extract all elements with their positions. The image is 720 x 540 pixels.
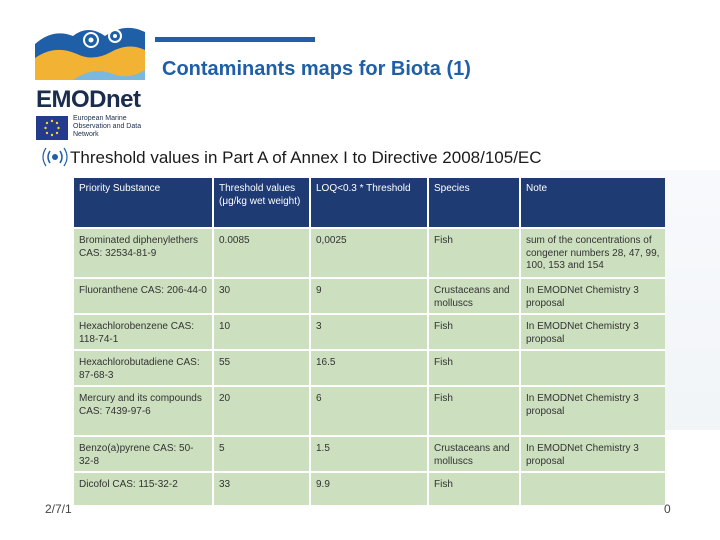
table-cell: Dicofol CAS: 115-32-2 [74, 471, 214, 505]
logo-eu-text: European Marine Observation and Data Network [73, 115, 142, 138]
footer-page-number: 0 [664, 502, 671, 516]
table-cell: 20 [214, 385, 311, 435]
table-cell: 5 [214, 435, 311, 471]
signal-bullet-icon [42, 147, 68, 167]
table-cell: 6 [311, 385, 429, 435]
table-header-row [74, 178, 665, 227]
table-cell: Hexachlorobenzene CAS: 118-74-1 [74, 313, 214, 349]
table-cell: 33 [214, 471, 311, 505]
table-cell: In EMODNet Chemistry 3 proposal [521, 435, 665, 471]
table-cell: In EMODNet Chemistry 3 proposal [521, 277, 665, 313]
table-row [74, 435, 665, 471]
table-cell: Fish [429, 385, 521, 435]
table-row [74, 349, 665, 385]
table-cell: Fish [429, 471, 521, 505]
table-cell: sum of the concentrations of congener numbers 28, 47, 99, 100, 153 and 154 [521, 227, 665, 277]
table-cell: In EMODNet Chemistry 3 proposal [521, 385, 665, 435]
table-row [74, 277, 665, 313]
table-cell [521, 471, 665, 505]
table-cell: Fish [429, 349, 521, 385]
table-cell: 30 [214, 277, 311, 313]
table-row [74, 385, 665, 435]
table-cell: Crustaceans and molluscs [429, 435, 521, 471]
eu-flag-icon [36, 116, 68, 140]
table-cell [521, 349, 665, 385]
table-cell: Hexachlorobutadiene CAS: 87-68-3 [74, 349, 214, 385]
table-row [74, 227, 665, 277]
column-header: LOQ<0.3 * Threshold [311, 178, 429, 227]
table-cell: Fish [429, 227, 521, 277]
emodnet-logo [33, 22, 148, 147]
table-cell: 0.0085 [214, 227, 311, 277]
table-cell: 10 [214, 313, 311, 349]
table-row [74, 313, 665, 349]
table-cell: Fluoranthene CAS: 206-44-0 [74, 277, 214, 313]
logo-wordmark: EMODnet [36, 86, 141, 113]
table-cell: Crustaceans and molluscs [429, 277, 521, 313]
threshold-table [74, 178, 665, 505]
table-row [74, 471, 665, 505]
table-cell: 16.5 [311, 349, 429, 385]
column-header: Priority Substance [74, 178, 214, 227]
table-cell: Mercury and its compounds CAS: 7439-97-6 [74, 385, 214, 435]
footer-date: 2/7/1 [45, 502, 72, 516]
table-cell: Brominated diphenylethers CAS: 32534-81-9 [74, 227, 214, 277]
table-cell: In EMODNet Chemistry 3 proposal [521, 313, 665, 349]
column-header: Note [521, 178, 665, 227]
table-cell: 9 [311, 277, 429, 313]
column-header: Threshold values (μg/kg wet weight) [214, 178, 311, 227]
table-cell: 3 [311, 313, 429, 349]
column-header: Species [429, 178, 521, 227]
slide-title: Contaminants maps for Biota (1) [162, 58, 471, 80]
table-cell: 9.9 [311, 471, 429, 505]
table-cell: 1.5 [311, 435, 429, 471]
slide-subtitle: Threshold values in Part A of Annex I to Directive 2008/105/EC [70, 148, 542, 167]
table-cell: Benzo(a)pyrene CAS: 50-32-8 [74, 435, 214, 471]
table-cell: 0,0025 [311, 227, 429, 277]
table-cell: Fish [429, 313, 521, 349]
title-accent-bar [155, 37, 315, 42]
wave-emblem-icon [33, 22, 148, 84]
table-cell: 55 [214, 349, 311, 385]
